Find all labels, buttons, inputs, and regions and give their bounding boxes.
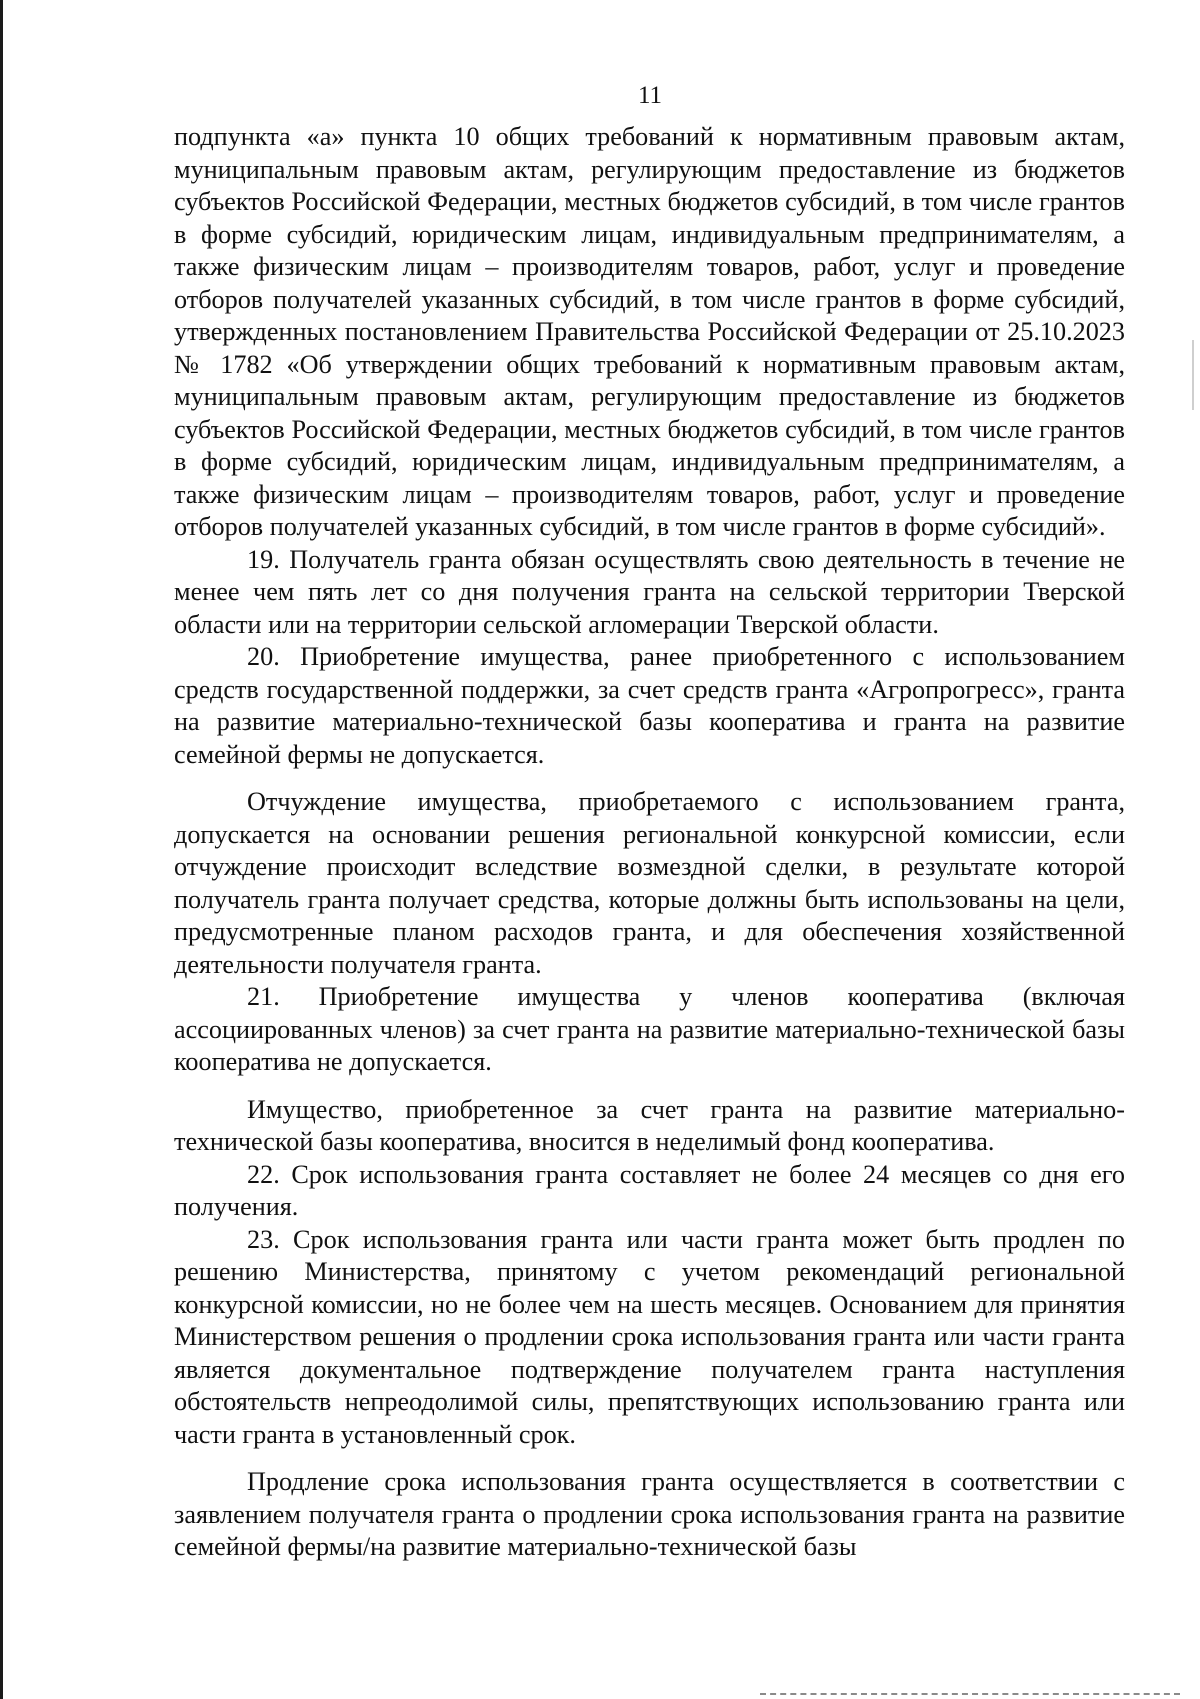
paragraph-extension: Продление срока использования гранта осуществляется в соответствии с заявлением получателя гранта о продлении срока использования гранта на развитие семейной фермы/на развитие материально-технической базы [174,1467,1125,1561]
paragraph-alienation: Отчуждение имущества, приобретаемого с использованием гранта, допускается на основании решения региональной конкурсной комиссии, если отчуждение происходит вследствие возмездной сделки, в результате которой получатель гранта получает средства, которые должны быть использованы на цели, предусмотренные планом расходов гранта, и для обеспечения хозяйственной деятельности получателя гранта. [174,787,1125,979]
page-number: 11 [637,82,663,109]
paragraph-item-21: 21. Приобретение имущества у членов кооператива (включая ассоциированных членов) за счет гранта на развитие материально-технической базы кооператива не допускается. [174,982,1125,1076]
scan-left-edge [0,0,3,1699]
paragraph-item-22: 22. Срок использования гранта составляет не более 24 месяцев со дня его получения. [174,1159,1125,1221]
paragraph-item-19: 19. Получатель гранта обязан осуществлять свою деятельность в течение не менее чем пять лет со дня получения гранта на сельской территории Тверской области или на территории сельской агломерации Тверской области. [174,544,1125,639]
document-body [174,121,1125,1564]
scan-bottom-dashes [760,1693,1180,1695]
scan-right-mark [1192,340,1194,410]
paragraph-item-20: 20. Приобретение имущества, ранее приобретенного с использованием средств государственной поддержки, за счет средств гранта «Агропрогресс», гранта на развитие материально-технической базы кооператива и гранта на развитие семейной фермы не допускается. [174,642,1125,769]
paragraph-continuation: подпункта «а» пункта 10 общих требований к нормативным правовым актам, муниципальным правовым актам, регулирующим предоставление из бюджетов субъектов Российской Федерации, местных бюджетов субсидий, в том числе грантов в форме субсидий, юридическим лицам, индивидуальным предпринимателям, а также физическим лицам – производителям товаров, работ, услуг и проведение отборов получателей указанных субсидий, в том числе грантов в форме субсидий, утвержденных постановлением Правительства Российской Федерации от 25.10.2023 № 1782 «Об утверждении общих требований к нормативным правовым актам, муниципальным правовым актам, регулирующим предоставление из бюджетов субъектов Российской Федерации, местных бюджетов субсидий, в том числе грантов в форме субсидий, юридическим лицам, индивидуальным предпринимателям, а также физическим лицам – производителям товаров, работ, услуг и проведение отборов получателей указанных субсидий, в том числе грантов в форме субсидий». [174,122,1125,541]
paragraph-item-23: 23. Срок использования гранта или части гранта может быть продлен по решению Министерства, принятому с учетом рекомендаций региональной конкурсной комиссии, но не более чем на шесть месяцев. Основанием для принятия Министерством решения о продлении срока использования гранта или части гранта является документальное подтверждение получателем гранта наступления обстоятельств непреодолимой силы, препятствующих использованию гранта или части гранта в установленный срок. [174,1224,1125,1449]
paragraph-property: Имущество, приобретенное за счет гранта на развитие материально-технической базы кооператива, вносится в неделимый фонд кооператива. [174,1094,1125,1156]
